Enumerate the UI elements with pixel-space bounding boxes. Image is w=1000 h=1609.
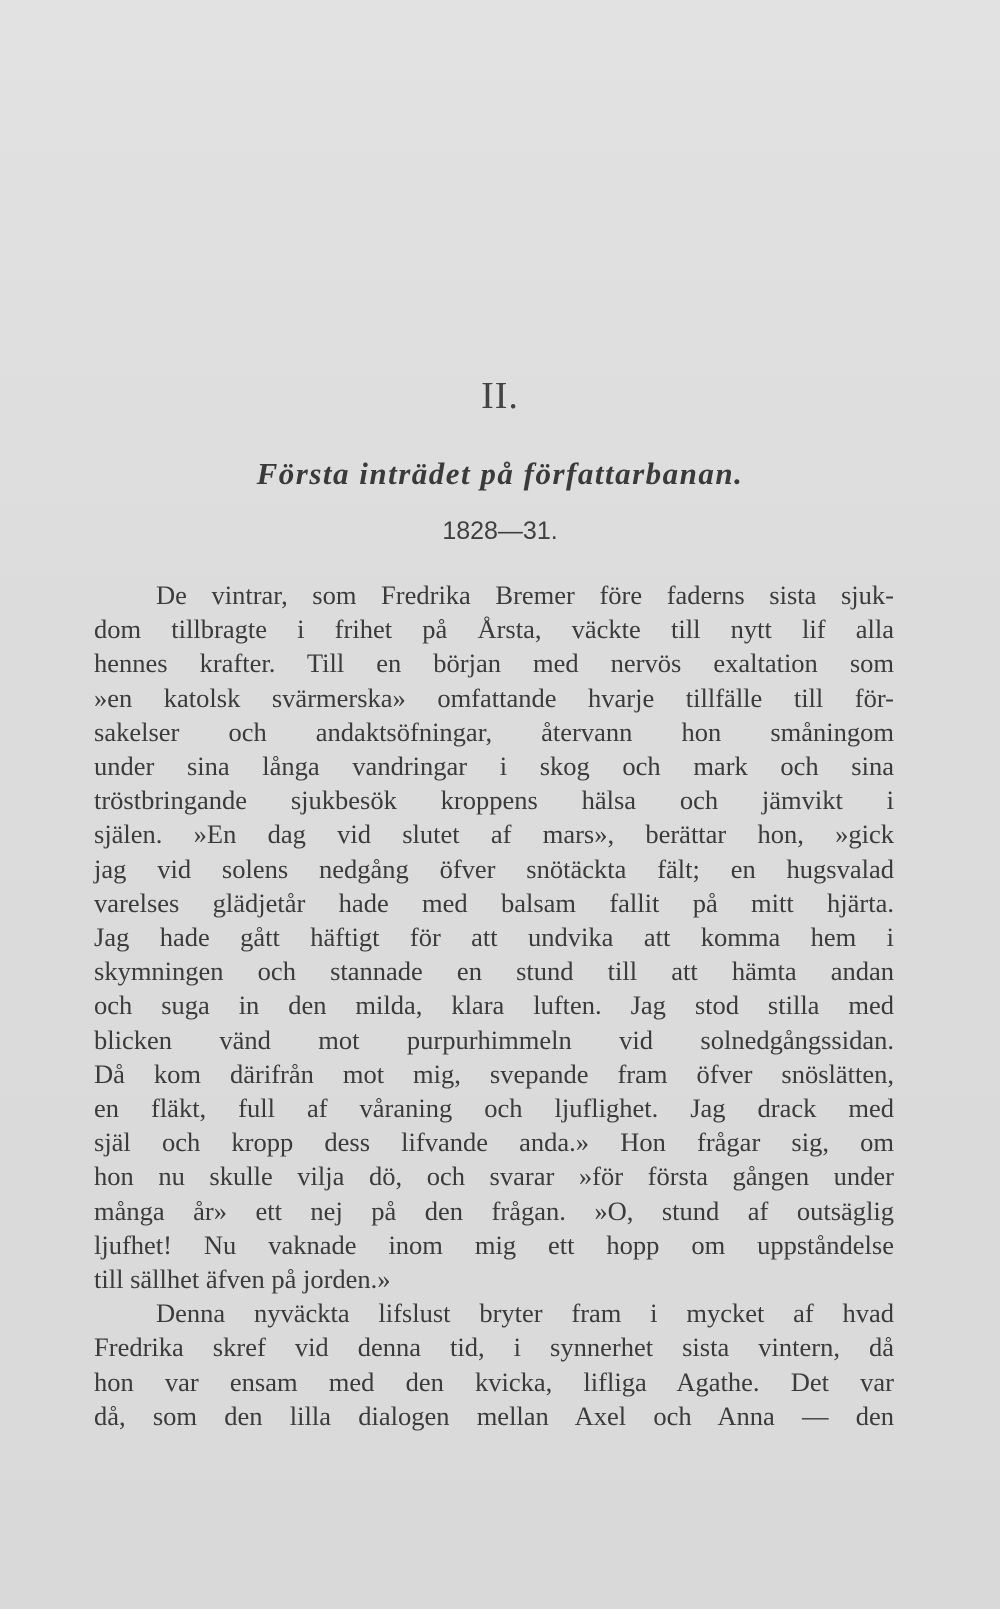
text-line: skymningen och stannade en stund till att hämta andan (94, 956, 894, 987)
text-line: »en katolsk svärmerska» omfattande hvarje tillfälle till för- (94, 682, 894, 713)
text-line: Fredrika skref vid denna tid, i synnerhet sista vintern, då (94, 1332, 894, 1363)
paragraph-2 (94, 1296, 894, 1433)
text-line: varelses glädjetår hade med balsam fallit på mitt hjärta. (94, 887, 894, 918)
text-line: själ och kropp dess lifvande anda.» Hon frågar sig, om (94, 1127, 894, 1158)
text-line: Då kom därifrån mot mig, svepande fram öfver snöslätten, (94, 1058, 894, 1089)
text-line: många år» ett nej på den frågan. »O, stund af outsäglig (94, 1195, 894, 1226)
chapter-years: 1828—31. (442, 517, 558, 545)
text-line: blicken vänd mot purpurhimmeln vid solnedgångssidan. (94, 1024, 894, 1055)
text-line: Denna nyväckta lifslust bryter fram i mycket af hvad (156, 1298, 894, 1329)
text-line: under sina långa vandringar i skog och mark och sina (94, 751, 894, 782)
paragraph-1 (94, 578, 894, 1296)
text-line: hon nu skulle vilja dö, och svarar »för första gången under (94, 1161, 894, 1192)
text-line: då, som den lilla dialogen mellan Axel och Anna — den (94, 1400, 894, 1431)
chapter-number: II. (481, 375, 519, 417)
text-line: hon var ensam med den kvicka, lifliga Agathe. Det var (94, 1366, 894, 1397)
text-line: ljufhet! Nu vaknade inom mig ett hopp om uppståndelse (94, 1229, 894, 1260)
text-line: tröstbringande sjukbesök kroppens hälsa och jämvikt i (94, 785, 894, 816)
text-line: dom tillbragte i frihet på Årsta, väckte till nytt lif alla (94, 614, 894, 645)
text-line: en fläkt, full af våraning och ljuflighet. Jag drack med (94, 1093, 894, 1124)
text-line: till sällhet äfven på jorden.» (94, 1264, 391, 1295)
text-line: sakelser och andaktsöfningar, återvann hon småningom (94, 716, 894, 747)
text-line: jag vid solens nedgång öfver snötäckta fält; en hugsvalad (94, 853, 894, 884)
text-line: Jag hade gått häftigt för att undvika att komma hem i (94, 922, 894, 953)
chapter-title: Första inträdet på författarbanan. (256, 456, 744, 491)
text-line: hennes krafter. Till en början med nervös exaltation som (94, 648, 894, 679)
text-line: själen. »En dag vid slutet af mars», berättar hon, »gick (94, 819, 894, 850)
text-line: och suga in den milda, klara luften. Jag stod stilla med (94, 990, 894, 1021)
body-text (94, 578, 894, 1433)
text-line: De vintrar, som Fredrika Bremer före faderns sista sjuk- (156, 580, 894, 610)
